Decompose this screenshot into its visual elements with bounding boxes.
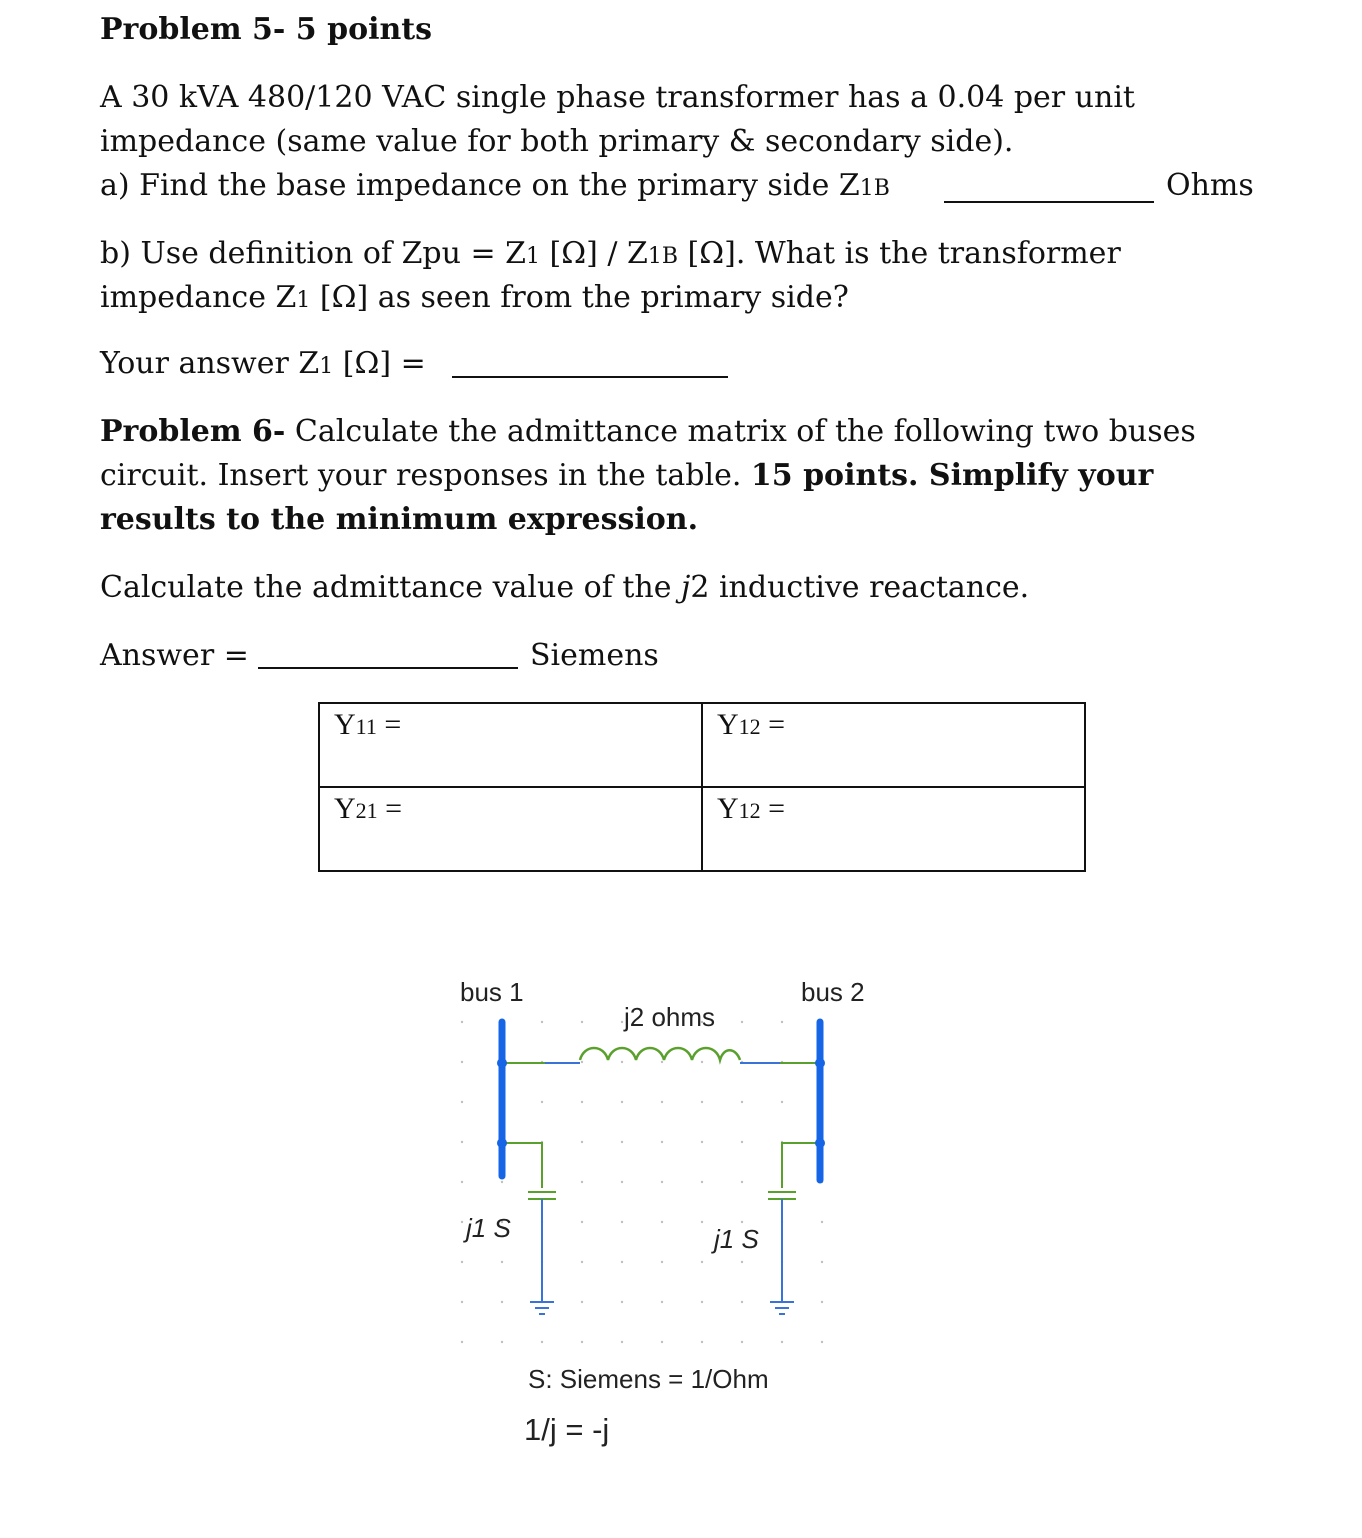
cell-y11[interactable]: [319, 703, 702, 787]
grid-dot: [581, 1341, 583, 1343]
y12-label: Y: [717, 708, 739, 741]
grid-dot: [581, 1301, 583, 1303]
question-text2: 2 inductive reactance.: [690, 570, 1030, 605]
grid-dot: [621, 1021, 623, 1023]
problem5-part-a: [100, 168, 890, 207]
grid-dot: [661, 1261, 663, 1263]
part-b-text1: b) Use definition of Zpu = Z: [100, 236, 526, 271]
part-b2-sub: 1: [296, 288, 311, 313]
y22-label: Y: [717, 792, 739, 825]
shunt1-label: j1 S: [466, 1213, 511, 1243]
grid-dot: [461, 1221, 463, 1223]
problem6-line3: results to the minimum expression.: [100, 502, 699, 537]
problem5-answer: [100, 346, 426, 385]
grid-dot: [701, 1181, 703, 1183]
grid-dot: [701, 1341, 703, 1343]
grid-dot: [621, 1141, 623, 1143]
grid-dot: [821, 1301, 823, 1303]
part-a-unit: Ohms: [1166, 168, 1254, 203]
grid-dot: [501, 1261, 503, 1263]
grid-dot: [501, 1301, 503, 1303]
grid-dot: [461, 1061, 463, 1063]
siemens-note: S: Siemens = 1/Ohm: [528, 1364, 769, 1394]
question-text1: Calculate the admittance value of the: [100, 570, 682, 605]
problem5-heading: Problem 5- 5 points: [100, 12, 433, 47]
question-j: j: [681, 570, 691, 605]
y11-label: Y: [334, 708, 356, 741]
grid-dot: [621, 1221, 623, 1223]
y11-eq: =: [376, 708, 402, 741]
part-b-text2: [Ω] / Z: [540, 236, 648, 271]
shunt2-label: j1 S: [714, 1224, 759, 1254]
y11-sub: 11: [355, 714, 377, 739]
cell-y12[interactable]: [702, 703, 1085, 787]
part-b-sub1: 1: [526, 244, 540, 269]
problem6-line2: [100, 458, 1153, 494]
grid-dot: [781, 1101, 783, 1103]
bus2-junction-top: [815, 1058, 825, 1068]
part-a-answer-blank[interactable]: [944, 200, 1154, 203]
grid-dot: [821, 1341, 823, 1343]
grid-dot: [461, 1261, 463, 1263]
grid-dot: [781, 1341, 783, 1343]
problem5-line1: A 30 kVA 480/120 VAC single phase transformer has a 0.04 per unit: [100, 80, 1135, 115]
grid-dot: [821, 1261, 823, 1263]
grid-dot: [581, 1021, 583, 1023]
inductor-coil: [580, 1048, 740, 1060]
y22-eq: =: [760, 792, 786, 825]
grid-dot: [701, 1141, 703, 1143]
grid-dot: [661, 1101, 663, 1103]
grid-dot: [621, 1301, 623, 1303]
grid-dot: [781, 1021, 783, 1023]
problem6-question: [100, 570, 1029, 606]
grid-dot: [621, 1341, 623, 1343]
grid-dot: [701, 1101, 703, 1103]
y21-eq: =: [377, 792, 403, 825]
y12-sub: 12: [738, 714, 761, 739]
grid-dot: [541, 1101, 543, 1103]
shunt1-wire: [502, 1143, 542, 1188]
problem6-heading: Problem 6-: [100, 414, 286, 449]
problem6-line2-bold: 15 points. Simplify your: [750, 458, 1154, 493]
grid-dot: [461, 1181, 463, 1183]
grid-dot: [661, 1301, 663, 1303]
grid-dot: [741, 1261, 743, 1263]
two-bus-circuit-diagram: [440, 960, 900, 1460]
grid-dot: [661, 1141, 663, 1143]
grid-dots: [461, 1021, 823, 1343]
grid-dot: [461, 1141, 463, 1143]
grid-dot: [661, 1341, 663, 1343]
z1-answer-blank[interactable]: [452, 375, 728, 378]
grid-dot: [501, 1181, 503, 1183]
part-b2-text1: impedance Z: [100, 280, 297, 315]
admittance-answer-unit: Siemens: [530, 638, 659, 673]
bus2-label: bus 2: [801, 977, 865, 1007]
grid-dot: [581, 1101, 583, 1103]
grid-dot: [621, 1261, 623, 1263]
part-b-text3: [Ω]. What is the transformer: [678, 236, 1121, 271]
bus1-junction-top: [497, 1058, 507, 1068]
grid-dot: [701, 1301, 703, 1303]
grid-dot: [581, 1141, 583, 1143]
reactance-label: j2 ohms: [624, 1002, 716, 1032]
cell-y21[interactable]: [319, 787, 702, 871]
grid-dot: [741, 1101, 743, 1103]
grid-dot: [541, 1021, 543, 1023]
grid-dot: [701, 1061, 703, 1063]
problem6-line1: [100, 414, 1196, 450]
problem6-line2-text: circuit. Insert your responses in the table.: [100, 458, 751, 493]
y21-label: Y: [334, 792, 356, 825]
bus2-junction-bottom: [815, 1138, 825, 1148]
grid-dot: [581, 1061, 583, 1063]
grid-dot: [461, 1101, 463, 1103]
problem5-line2: impedance (same value for both primary & secondary side).: [100, 124, 1014, 159]
answer-z1-eq: [Ω] =: [333, 346, 426, 381]
grid-dot: [461, 1301, 463, 1303]
grid-dot: [661, 1221, 663, 1223]
problem6-line1-text: Calculate the admittance matrix of the following two buses: [285, 414, 1196, 449]
inverse-j-note: 1/j = -j: [524, 1412, 610, 1447]
grid-dot: [461, 1341, 463, 1343]
y21-sub: 21: [355, 798, 378, 823]
admittance-matrix-table: [318, 702, 1086, 872]
admittance-answer-label: Answer =: [100, 638, 249, 673]
grid-dot: [581, 1221, 583, 1223]
problem5-part-b-line1: [100, 236, 1121, 275]
grid-dot: [541, 1341, 543, 1343]
cell-y22[interactable]: [702, 787, 1085, 871]
grid-dot: [501, 1341, 503, 1343]
bus1-label: bus 1: [460, 977, 524, 1007]
grid-dot: [741, 1141, 743, 1143]
grid-dot: [821, 1221, 823, 1223]
grid-dot: [581, 1261, 583, 1263]
bus1-junction-bottom: [497, 1138, 507, 1148]
shunt2-wire: [782, 1143, 820, 1188]
answer-z1-text: Your answer Z: [100, 346, 320, 381]
grid-dot: [741, 1181, 743, 1183]
admittance-answer-blank[interactable]: [258, 666, 518, 669]
grid-dot: [741, 1301, 743, 1303]
grid-dot: [741, 1021, 743, 1023]
grid-dot: [741, 1341, 743, 1343]
y22-sub: 12: [738, 798, 761, 823]
grid-dot: [701, 1221, 703, 1223]
grid-dot: [621, 1061, 623, 1063]
grid-dot: [581, 1181, 583, 1183]
grid-dot: [661, 1181, 663, 1183]
grid-dot: [701, 1261, 703, 1263]
y12-eq: =: [760, 708, 786, 741]
part-b2-text2: [Ω] as seen from the primary side?: [310, 280, 849, 315]
grid-dot: [621, 1181, 623, 1183]
part-a-sub: 1B: [859, 176, 890, 201]
problem5-part-b-line2: [100, 280, 849, 319]
answer-z1-sub: 1: [319, 354, 334, 379]
grid-dot: [661, 1061, 663, 1063]
grid-dot: [741, 1221, 743, 1223]
grid-dot: [621, 1101, 623, 1103]
grid-dot: [461, 1021, 463, 1023]
part-a-text: a) Find the base impedance on the primary side Z: [100, 168, 860, 203]
part-b-sub2: 1B: [647, 244, 679, 269]
